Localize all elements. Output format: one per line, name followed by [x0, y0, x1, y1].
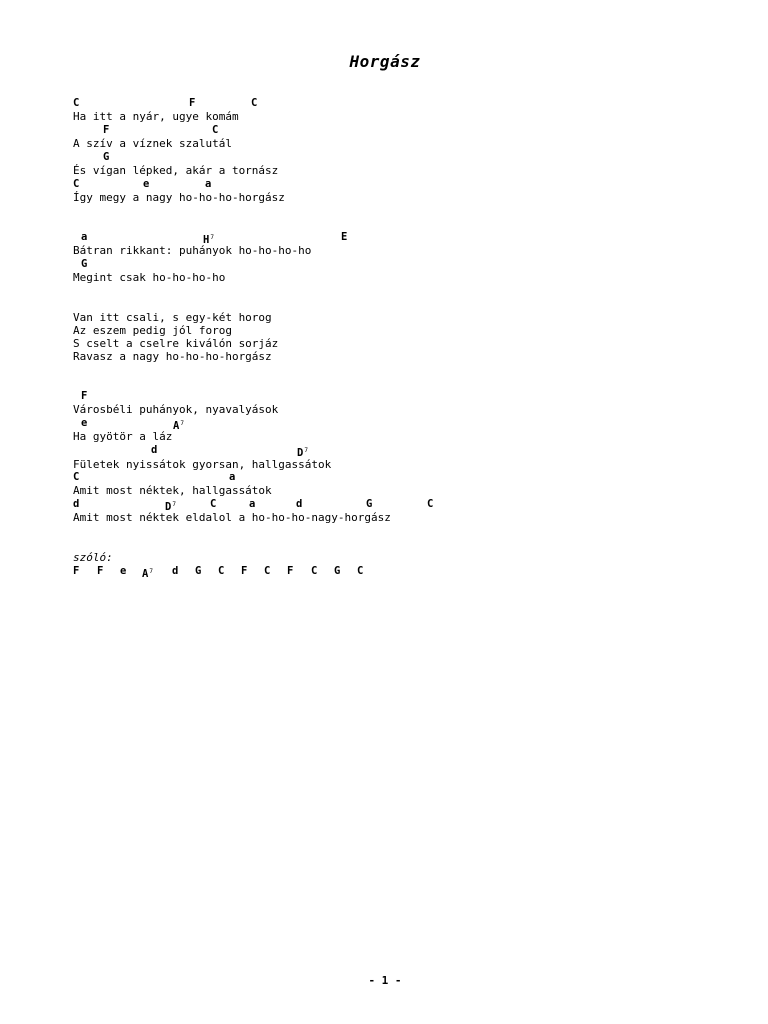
chord: C: [251, 97, 258, 109]
chord: C: [210, 498, 217, 510]
solo-chord: C: [218, 565, 225, 577]
chord: a: [205, 178, 212, 190]
lyric-line: Ravasz a nagy ho-ho-ho-horgász: [73, 350, 272, 363]
solo-chord: C: [264, 565, 271, 577]
lyric-line: S cselt a cselre kiválón sorjáz: [73, 337, 279, 350]
solo-chord: e: [120, 565, 127, 577]
lyric-line: Amit most néktek, hallgassátok: [73, 484, 272, 497]
lyric-line: Van itt csali, s egy-két horog: [73, 311, 272, 324]
chord: F: [81, 390, 88, 402]
chord-with-superscript: $D^7$: [165, 501, 176, 513]
solo-chord: C: [311, 565, 318, 577]
chord: d: [73, 498, 80, 510]
page-number: - 1 -: [368, 974, 402, 987]
lyric-line: Megint csak ho-ho-ho-ho: [73, 271, 226, 284]
chord-with-superscript: $A^7$: [173, 420, 184, 432]
chord: a: [81, 231, 88, 243]
chord-with-superscript: $H^7$: [203, 234, 214, 246]
chord: d: [296, 498, 303, 510]
lyric-line: Az eszem pedig jól forog: [73, 324, 232, 337]
chord: F: [189, 97, 196, 109]
chord: G: [81, 258, 88, 270]
chord: G: [366, 498, 373, 510]
chord: C: [212, 124, 219, 136]
chord: a: [229, 471, 236, 483]
chord: C: [427, 498, 434, 510]
chord: C: [73, 471, 80, 483]
chord: d: [151, 444, 158, 456]
solo-chord-with-superscript: $A^7$: [142, 568, 153, 580]
lyric-line: Amit most néktek eldalol a ho-ho-ho-nagy-horgász: [73, 511, 391, 524]
chord: C: [73, 97, 80, 109]
lyric-line: Városbéli puhányok, nyavalyások: [73, 403, 279, 416]
chord: E: [341, 231, 348, 243]
lyric-line: A szív a víznek szalutál: [73, 137, 232, 150]
solo-chord: G: [195, 565, 202, 577]
lyric-line: Így megy a nagy ho-ho-ho-horgász: [73, 191, 285, 204]
lyric-line: Ha itt a nyár, ugye komám: [73, 110, 239, 123]
chord: F: [103, 124, 110, 136]
chord: e: [81, 417, 88, 429]
solo-chord: G: [334, 565, 341, 577]
solo-chord: F: [241, 565, 248, 577]
lyric-line: Ha gyötör a láz: [73, 430, 173, 443]
lyric-line: És vígan lépked, akár a tornász: [73, 164, 279, 177]
solo-chord: C: [357, 565, 364, 577]
song-title: Horgász: [349, 52, 421, 71]
solo-chord: F: [287, 565, 294, 577]
chord: G: [103, 151, 110, 163]
lyric-line: Fületek nyissátok gyorsan, hallgassátok: [73, 458, 332, 471]
solo-chord: d: [172, 565, 179, 577]
chord: e: [143, 178, 150, 190]
solo-label: szóló:: [73, 551, 113, 564]
chord-with-superscript: $D^7$: [297, 447, 308, 459]
chord: C: [73, 178, 80, 190]
solo-chord: F: [73, 565, 80, 577]
solo-chord: F: [97, 565, 104, 577]
chord: a: [249, 498, 256, 510]
lyric-line: Bátran rikkant: puhányok ho-ho-ho-ho: [73, 244, 312, 257]
